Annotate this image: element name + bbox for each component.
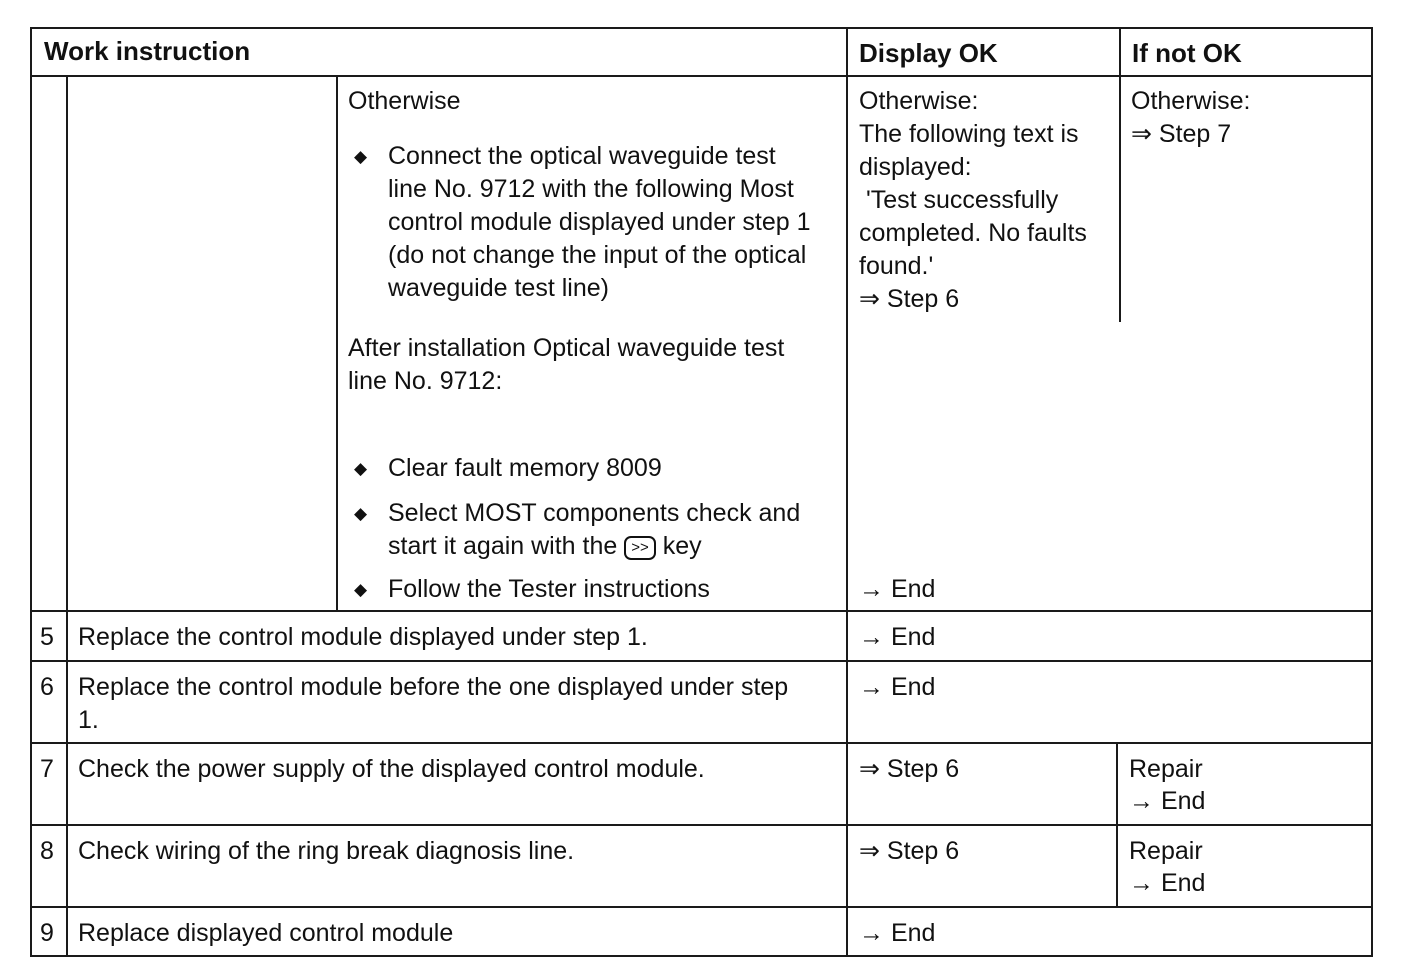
header-if-not-ok: If not OK [1132, 38, 1242, 68]
step-instruction: Replace the control module before the one displayed under step [78, 673, 789, 701]
step-number: 8 [40, 837, 54, 865]
table-border-bottom [30, 955, 1371, 957]
display-ok-text: The following text is [859, 120, 1079, 148]
step-number: 9 [40, 919, 54, 947]
row-divider [30, 660, 1371, 662]
after-installation-text: After installation Optical waveguide test [348, 334, 785, 362]
display-ok-text: completed. No faults [859, 219, 1087, 247]
step-display-ok: → End [859, 623, 936, 651]
step-number: 7 [40, 755, 54, 783]
bullet-diamond-icon: ◆ [354, 580, 368, 599]
bullet-diamond-icon: ◆ [354, 504, 368, 523]
bullet-text: Select MOST components check and [388, 499, 801, 527]
forward-key-icon: >> [624, 536, 656, 560]
step-display-ok: ⇒ Step 6 [859, 755, 960, 783]
step-display-ok: → End [859, 919, 936, 947]
notok-column-divider [1116, 742, 1118, 908]
otherwise-label: Otherwise [348, 87, 461, 115]
step-not-ok: Repair [1129, 837, 1203, 865]
bullet-text: Connect the optical waveguide test [388, 142, 776, 170]
header-work-instruction: Work instruction [44, 36, 251, 66]
bullet-text: (do not change the input of the optical [388, 241, 807, 269]
step-number: 6 [40, 673, 54, 701]
table-border-right [1371, 27, 1373, 957]
sub-column-divider [336, 75, 338, 612]
row-divider [30, 906, 1371, 908]
table-border-left [30, 27, 32, 957]
step-display-ok: ⇒ Step 6 [859, 837, 960, 865]
display-column-divider [846, 27, 848, 957]
step-instruction: 1. [78, 706, 99, 734]
step-not-ok: → End [1129, 787, 1206, 815]
bullet-diamond-icon: ◆ [354, 147, 368, 166]
number-column-divider [66, 75, 68, 957]
step-instruction: Check the power supply of the displayed control module. [78, 755, 705, 783]
row-divider [30, 742, 1371, 744]
display-ok-text: ⇒ Step 6 [859, 285, 960, 313]
step-display-ok: → End [859, 673, 936, 701]
display-ok-end: → End [859, 575, 936, 603]
step-instruction: Replace the control module displayed under step 1. [78, 623, 648, 651]
row-divider [30, 824, 1371, 826]
step-instruction: Check wiring of the ring break diagnosis line. [78, 837, 575, 865]
bullet-text: line No. 9712 with the following Most [388, 175, 794, 203]
display-ok-text: Otherwise: [859, 87, 979, 115]
step-instruction: Replace displayed control module [78, 919, 454, 947]
step-number: 5 [40, 623, 54, 651]
header-divider [30, 75, 1373, 77]
bullet-text: key [662, 532, 702, 560]
display-ok-text: 'Test successfully [859, 186, 1059, 214]
step-not-ok: → End [1129, 869, 1206, 897]
bullet-diamond-icon: ◆ [354, 459, 368, 478]
header-display-ok: Display OK [859, 38, 998, 68]
step-not-ok: Repair [1129, 755, 1203, 783]
display-ok-text: found.' [859, 252, 934, 280]
not-ok-text: ⇒ Step 7 [1131, 120, 1232, 148]
not-ok-text: Otherwise: [1131, 87, 1251, 115]
table-border-top [30, 27, 1373, 29]
bullet-text: waveguide test line) [388, 274, 609, 302]
bullet-text: control module displayed under step 1 [388, 208, 811, 236]
bullet-text: Clear fault memory 8009 [388, 454, 662, 482]
display-ok-text: displayed: [859, 153, 972, 181]
bullet-text: Follow the Tester instructions [388, 575, 710, 603]
after-installation-text: line No. 9712: [348, 367, 503, 395]
notok-column-divider [1119, 27, 1121, 322]
bullet-text: start it again with the [388, 532, 618, 560]
bullet-text-with-key [388, 530, 702, 563]
row-divider [30, 610, 1371, 612]
